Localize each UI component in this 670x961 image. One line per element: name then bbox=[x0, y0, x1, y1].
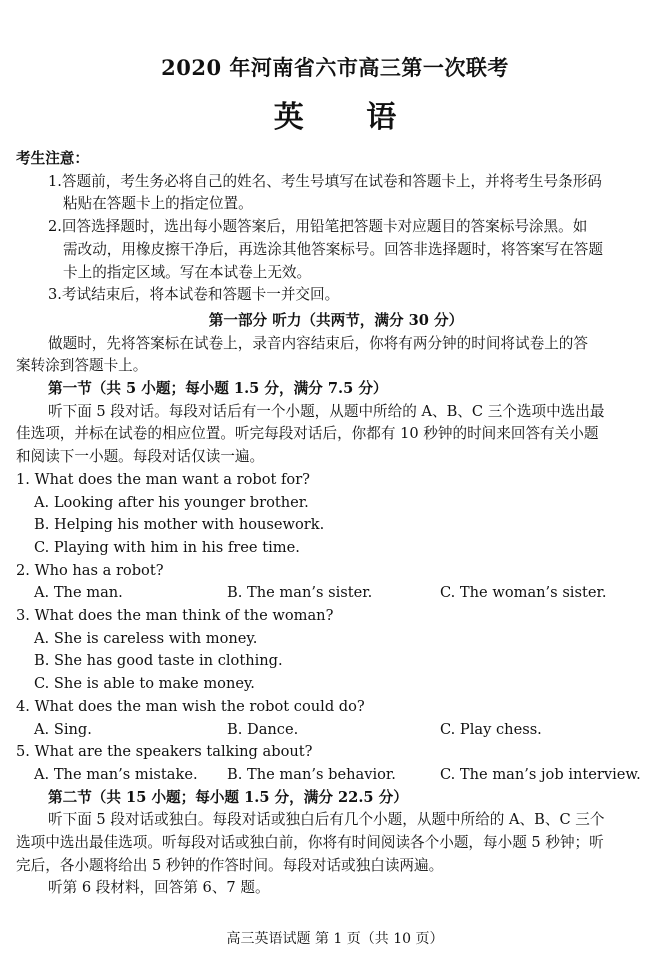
section2-instruction-line: 听下面 5 段对话或独白。每段对话或独白后有几个小题，从题中所给的 A、B、C 三个 bbox=[48, 811, 605, 829]
section1-instruction-line: 听下面 5 段对话。每段对话后有一个小题，从题中所给的 A、B、C 三个选项中选出最 bbox=[48, 402, 605, 420]
question-3-stem: 3. What does the man think of the woman? bbox=[16, 607, 334, 625]
question-2-option-b: B. The man’s sister. bbox=[227, 584, 373, 602]
exam-title: 2020 年河南省六市高三第一次联考 bbox=[161, 55, 509, 80]
notice-line: 2.回答选择题时，选出每小题答案后，用铅笔把答题卡对应题目的答案标号涂黑。如 bbox=[48, 218, 588, 236]
section1-instruction-line: 佳选项，并标在试卷的相应位置。听完每段对话后，你都有 10 秒钟的时间来回答有关小题 bbox=[16, 425, 599, 443]
notice-title: 考生注意： bbox=[16, 150, 89, 167]
question-5-option-b: B. The man’s behavior. bbox=[227, 765, 396, 783]
section2-instruction-line: 完后，各小题将给出 5 秒钟的作答时间。每段对话或独白读两遍。 bbox=[16, 856, 444, 874]
question-4-options bbox=[16, 719, 656, 742]
question-4-stem: 4. What does the man wish the robot could do? bbox=[16, 697, 365, 715]
notice-line: 粘贴在答题卡上的指定位置。 bbox=[63, 195, 253, 213]
section1-heading: 第一节（共 5 小题；每小题 1.5 分，满分 7.5 分） bbox=[48, 380, 388, 398]
question-1-option-b: B. Helping his mother with housework. bbox=[34, 516, 325, 534]
section2-heading: 第二节（共 15 小题；每小题 1.5 分，满分 22.5 分） bbox=[48, 788, 408, 806]
section1-instruction-line: 和阅读下一小题。每段对话仅读一遍。 bbox=[16, 448, 265, 466]
part1-intro-line: 案转涂到答题卡上。 bbox=[16, 357, 148, 375]
question-1-stem: 1. What does the man want a robot for? bbox=[16, 470, 310, 488]
notice-line: 3.考试结束后，将本试卷和答题卡一并交回。 bbox=[48, 286, 340, 304]
question-4-option-a: A. Sing. bbox=[34, 720, 92, 738]
notice-line: 需改动，用橡皮擦干净后，再选涂其他答案标号。回答非选择题时，将答案写在答题 bbox=[63, 240, 603, 258]
section2-instruction-line: 选项中选出最佳选项。听每段对话或独白前，你将有时间阅读各个小题，每小题 5 秒钟；听 bbox=[16, 834, 604, 852]
part1-intro-line: 做题时，先将答案标在试卷上，录音内容结束后，你将有两分钟的时间将试卷上的答 bbox=[48, 334, 588, 352]
question-3-option-b: B. She has good taste in clothing. bbox=[34, 652, 283, 670]
page-footer: 高三英语试题 第 1 页（共 10 页） bbox=[226, 931, 444, 947]
notice-line: 1.答题前，考生务必将自己的姓名、考生号填写在试卷和答题卡上，并将考生号条形码 bbox=[48, 172, 602, 190]
question-3-option-c: C. She is able to make money. bbox=[34, 675, 255, 693]
question-2-option-a: A. The man. bbox=[34, 584, 123, 602]
question-5-option-a: A. The man’s mistake. bbox=[34, 765, 198, 783]
question-4-option-b: B. Dance. bbox=[227, 720, 299, 738]
question-5-option-c: C. The man’s job interview. bbox=[440, 765, 641, 783]
section2-material-line: 听第 6 段材料，回答第 6、7 题。 bbox=[48, 879, 270, 897]
question-2-options bbox=[16, 582, 656, 605]
notice-line: 卡上的指定区域。写在本试卷上无效。 bbox=[63, 263, 312, 281]
question-1-option-c: C. Playing with him in his free time. bbox=[34, 538, 300, 556]
question-5-options bbox=[16, 764, 656, 787]
question-3-option-a: A. She is careless with money. bbox=[34, 629, 258, 647]
question-2-option-c: C. The woman’s sister. bbox=[440, 584, 607, 602]
question-4-option-c: C. Play chess. bbox=[440, 720, 542, 738]
exam-content bbox=[16, 148, 656, 900]
question-1-option-a: A. Looking after his younger brother. bbox=[34, 493, 309, 511]
question-5-stem: 5. What are the speakers talking about? bbox=[16, 743, 313, 761]
question-2-stem: 2. Who has a robot? bbox=[16, 561, 164, 579]
exam-subject: 英 语 bbox=[273, 100, 423, 135]
part1-heading: 第一部分 听力（共两节，满分 30 分） bbox=[208, 311, 464, 329]
